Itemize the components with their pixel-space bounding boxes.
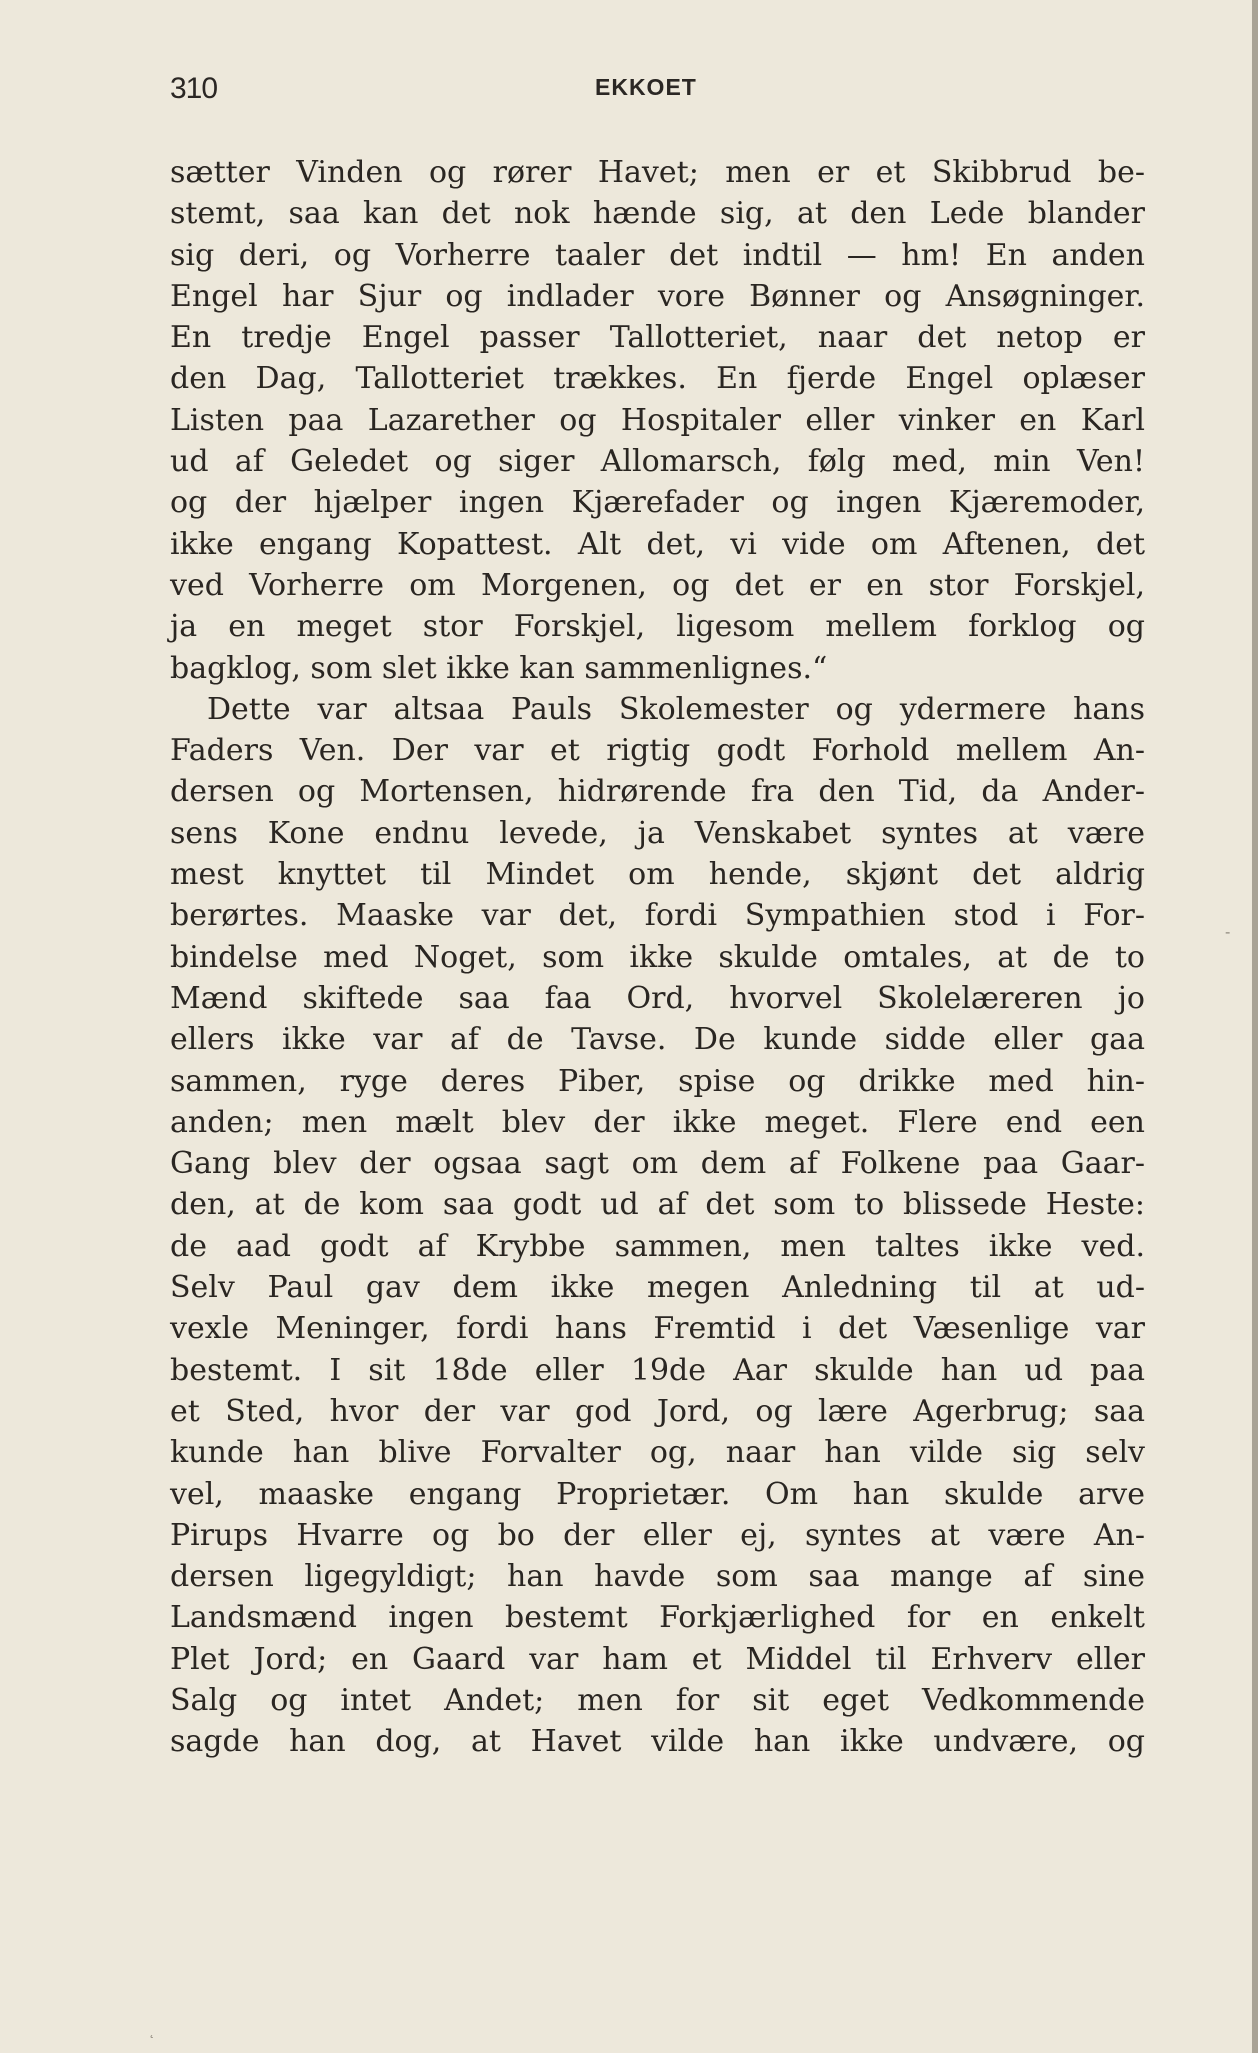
text-line: En tredje Engel passer Tallotteriet, naar det netop er (170, 320, 1145, 356)
text-line: Salg og intet Andet; men for sit eget Vedkommende (170, 1682, 1145, 1718)
text-line: vexle Meninger, fordi hans Fremtid i det Væsenlige var (170, 1311, 1145, 1347)
text-line: ja en meget stor Forskjel, ligesom mellem forklog og (170, 609, 1145, 645)
text-line: ikke engang Kopattest. Alt det, vi vide om Aftenen, det (170, 526, 1145, 562)
text-line: sig deri, og Vorherre taaler det indtil — hm! En anden (170, 237, 1145, 273)
text-line: anden; men mælt blev der ikke meget. Flere end een (170, 1104, 1145, 1140)
text-line: dersen ligegyldigt; han havde som saa mange af sine (170, 1559, 1145, 1595)
page-number: 310 (170, 72, 218, 105)
text-line: bagklog, som slet ikke kan sammenlignes.“ (170, 650, 828, 686)
text-line: mest knyttet til Mindet om hende, skjønt det aldrig (170, 857, 1145, 893)
running-head: EKKOET (595, 74, 697, 100)
text-line: sammen, ryge deres Piber, spise og drikke med hin- (170, 1063, 1145, 1099)
text-line: sens Kone endnu levede, ja Venskabet syntes at være (170, 815, 1145, 851)
text-line: bindelse med Noget, som ikke skulde omtales, at de to (170, 939, 1145, 975)
text-line: sagde han dog, at Havet vilde han ikke undvære, og (170, 1724, 1145, 1760)
margin-dash-mark: - (1225, 924, 1231, 941)
text-line: Engel har Sjur og indlader vore Bønner og Ansøgninger. (170, 278, 1145, 314)
text-line: sætter Vinden og rører Havet; men er et Skibbrud be- (170, 155, 1145, 190)
text-line: ved Vorherre om Morgenen, og det er en stor Forskjel, (170, 567, 1145, 603)
text-line: stemt, saa kan det nok hænde sig, at den Lede blander (170, 196, 1145, 232)
text-line: Plet Jord; en Gaard var ham et Middel til Erhverv eller (170, 1641, 1145, 1677)
text-line: dersen og Mortensen, hidrørende fra den Tid, da Ander- (170, 774, 1145, 810)
text-line: ellers ikke var af de Tavse. De kunde sidde eller gaa (170, 1022, 1145, 1058)
text-line: Pirups Hvarre og bo der eller ej, syntes at være An- (170, 1517, 1145, 1553)
corner-tick-mark: ˛ (150, 2022, 155, 2038)
text-line: Listen paa Lazarether og Hospitaler eller vinker en Karl (170, 402, 1145, 438)
body-text (170, 152, 1145, 1763)
text-line: bestemt. I sit 18de eller 19de Aar skulde han ud paa (170, 1352, 1145, 1388)
text-line: Gang blev der ogsaa sagt om dem af Folkene paa Gaar- (170, 1146, 1145, 1182)
text-line: og der hjælper ingen Kjærefader og ingen Kjæremoder, (170, 485, 1145, 521)
text-line: den Dag, Tallotteriet trækkes. En fjerde Engel oplæser (170, 361, 1145, 397)
text-line: den, at de kom saa godt ud af det som to blissede Heste: (170, 1187, 1145, 1223)
paragraph-first-line: Dette var altsaa Pauls Skolemester og ydermere hans (207, 691, 1145, 727)
text-line: Faders Ven. Der var et rigtig godt Forhold mellem An- (170, 733, 1145, 769)
text-line: vel, maaske engang Proprietær. Om han skulde arve (170, 1476, 1145, 1512)
text-line: et Sted, hvor der var god Jord, og lære Agerbrug; saa (170, 1393, 1145, 1429)
page-edge-shadow (1252, 0, 1258, 2053)
text-line: ud af Geledet og siger Allomarsch, følg med, min Ven! (170, 444, 1145, 480)
text-line: kunde han blive Forvalter og, naar han vilde sig selv (170, 1435, 1145, 1471)
text-line: Selv Paul gav dem ikke megen Anledning til at ud- (170, 1270, 1145, 1306)
text-line: Mænd skiftede saa faa Ord, hvorvel Skolelæreren jo (170, 980, 1145, 1016)
text-line: de aad godt af Krybbe sammen, men taltes ikke ved. (170, 1228, 1145, 1264)
text-line: Landsmænd ingen bestemt Forkjærlighed for en enkelt (170, 1600, 1145, 1636)
text-line: berørtes. Maaske var det, fordi Sympathien stod i For- (170, 898, 1145, 934)
page-header (170, 72, 1148, 112)
